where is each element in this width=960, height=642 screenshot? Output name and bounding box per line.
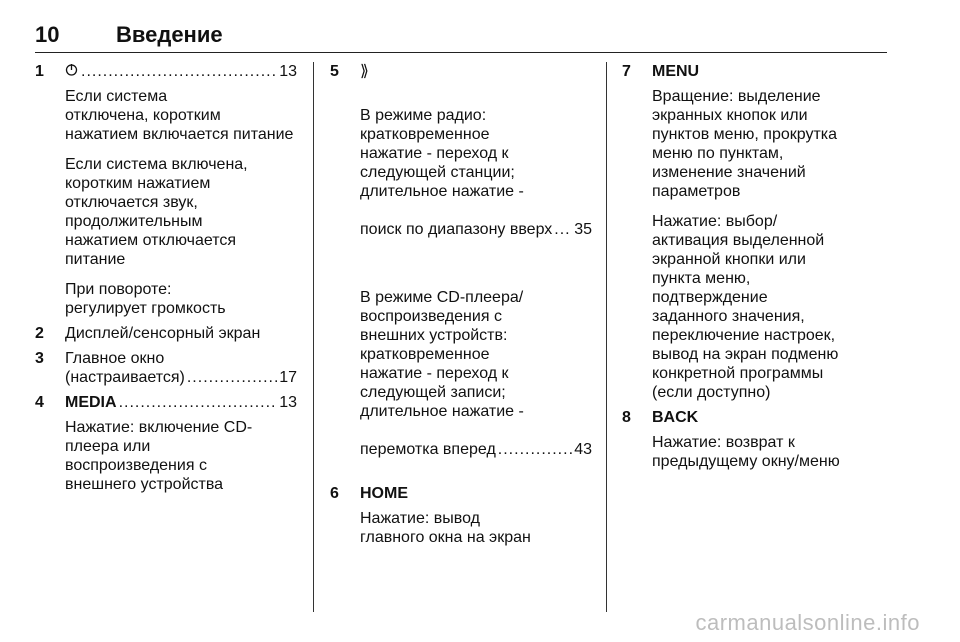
item-number: 8 (622, 409, 631, 426)
description: Если система включена, коротким нажатием отключается звук, продолжительным нажатием отключается питание (65, 156, 248, 268)
watermark: carmanualsonline.info (695, 610, 920, 635)
item-text: Главное окно (65, 350, 165, 367)
item-number: 1 (35, 63, 44, 80)
column-2 (330, 62, 592, 558)
list-item (35, 324, 297, 343)
description: поиск по диапазону вверх (360, 221, 553, 238)
item-number: 2 (35, 325, 44, 342)
item-text: Дисплей/сенсорный экран (65, 325, 261, 342)
item-number: 3 (35, 350, 44, 367)
item-number: 6 (330, 485, 339, 502)
page-header (35, 22, 887, 53)
description: Нажатие: вывод главного окна на экран (360, 510, 531, 546)
description: Вращение: выделение экранных кнопок или пунктов меню, прокрутка меню по пунктам, изменение значений параметров (652, 88, 838, 200)
page-ref: 13 (279, 394, 297, 411)
page-ref: 13 (279, 63, 297, 80)
item-text: (настраивается) (65, 369, 185, 386)
item-number: 4 (35, 394, 44, 411)
page-ref: 43 (574, 441, 592, 458)
list-item (330, 62, 592, 81)
description: Нажатие: включение CD- плеера или воспроизведения с внешнего устройства (65, 419, 253, 493)
item-label: HOME (360, 485, 408, 502)
description: Если система отключена, коротким нажатием включается питание (65, 88, 294, 143)
list-item (35, 393, 297, 412)
item-label: MENU (652, 63, 700, 80)
item-label: MEDIA (65, 394, 117, 411)
description: перемотка вперед (360, 441, 496, 458)
page-ref: 35 (574, 221, 592, 238)
item-label: BACK (652, 409, 699, 426)
column-divider (606, 62, 607, 612)
power-icon (65, 62, 79, 81)
list-item (622, 408, 884, 427)
column-3 (622, 62, 884, 482)
list-item (622, 62, 884, 81)
page-title: Введение (116, 22, 223, 47)
column-1 (35, 62, 297, 505)
description: В режиме CD-плеера/ воспроизведения с внешних устройств: кратковременное нажатие - переход к следующей записи; длительное нажатие - (360, 289, 524, 420)
description: Нажатие: возврат к предыдущему окну/меню (652, 434, 840, 470)
description: При повороте: регулирует громкость (65, 281, 226, 317)
description: В режиме радио: кратковременное нажатие - переход к следующей станции; длительное нажатие - (360, 107, 524, 200)
list-item (35, 349, 297, 387)
item-number: 5 (330, 63, 339, 80)
description: Нажатие: выбор/ активация выделенной экранной кнопки или пункта меню, подтверждение заданного значения, переключение настроек, вывод на экран подменю конкретной программы (если доступно) (652, 213, 839, 401)
list-item (330, 484, 592, 503)
page-number: 10 (35, 22, 60, 47)
list-item (35, 62, 297, 81)
double-chevron-right-icon: ⟫ (360, 63, 369, 80)
page-ref: 17 (279, 369, 297, 386)
column-divider (313, 62, 314, 612)
item-number: 7 (622, 63, 631, 80)
